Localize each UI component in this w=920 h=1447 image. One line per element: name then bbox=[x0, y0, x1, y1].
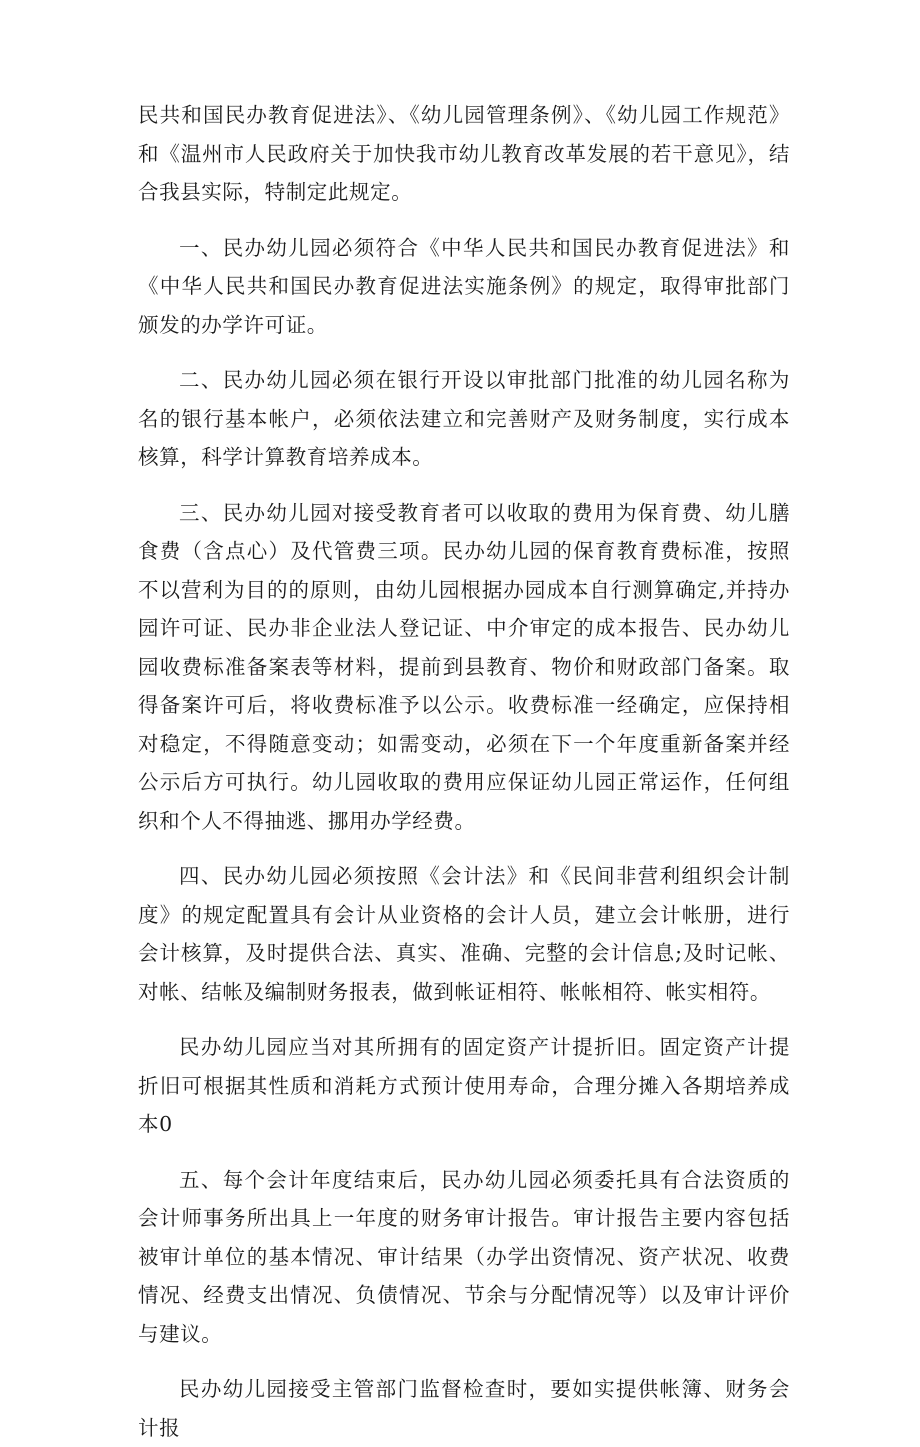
paragraph-intro-continuation: 民共和国民办教育促进法》、《幼儿园管理条例》、《幼儿园工作规范》和《温州市人民政府关于加快我市幼儿教育改革发展的若干意见》，结合我县实际，特制定此规定。 bbox=[138, 103, 790, 204]
paragraph-article-3: 三、民办幼儿园对接受教育者可以收取的费用为保育费、幼儿膳食费（含点心）及代管费三项。民办幼儿园的保育教育费标准，按照不以营利为目的的原则，由幼儿园根据办园成本自行测算确定,并持办园许可证、民办非企业法人登记证、中介审定的成本报告、民办幼儿园收费标准备案表等材料，提前到县教育、物价和财政部门备案。取得备案许可后，将收费标准予以公示。收费标准一经确定，应保持相对稳定，不得随意变动；如需变动，必须在下一个年度重新备案并经公示后方可执行。幼儿园收取的费用应保证幼儿园正常运作，任何组织和个人不得抽逃、挪用办学经费。 bbox=[138, 500, 790, 833]
paragraph-supervision: 民办幼儿园接受主管部门监督检查时，要如实提供帐簿、财务会计报 bbox=[138, 1377, 790, 1440]
paragraph-article-2: 二、民办幼儿园必须在银行开设以审批部门批准的幼儿园名称为名的银行基本帐户，必须依法建立和完善财产及财务制度，实行成本核算，科学计算教育培养成本。 bbox=[138, 368, 790, 469]
paragraph-article-5: 五、每个会计年度结束后，民办幼儿园必须委托具有合法资质的会计师事务所出具上一年度的财务审计报告。审计报告主要内容包括被审计单位的基本情况、审计结果（办学出资情况、资产状况、收费情况、经费支出情况、负债情况、节余与分配情况等）以及审计评价与建议。 bbox=[138, 1167, 790, 1346]
paragraph-depreciation: 民办幼儿园应当对其所拥有的固定资产计提折旧。固定资产计提折旧可根据其性质和消耗方式预计使用寿命，合理分摊入各期培养成本0 bbox=[138, 1035, 790, 1136]
paragraph-article-4: 四、民办幼儿园必须按照《会计法》和《民间非营利组织会计制度》的规定配置具有会计从业资格的会计人员，建立会计帐册，进行会计核算，及时提供合法、真实、准确、完整的会计信息;及时记帐、对帐、结帐及编制财务报表，做到帐证相符、帐帐相符、帐实相符。 bbox=[138, 864, 790, 1004]
paragraph-article-1: 一、民办幼儿园必须符合《中华人民共和国民办教育促进法》和《中华人民共和国民办教育促进法实施条例》的规定，取得审批部门颁发的办学许可证。 bbox=[138, 235, 790, 337]
document-body bbox=[138, 96, 790, 1447]
